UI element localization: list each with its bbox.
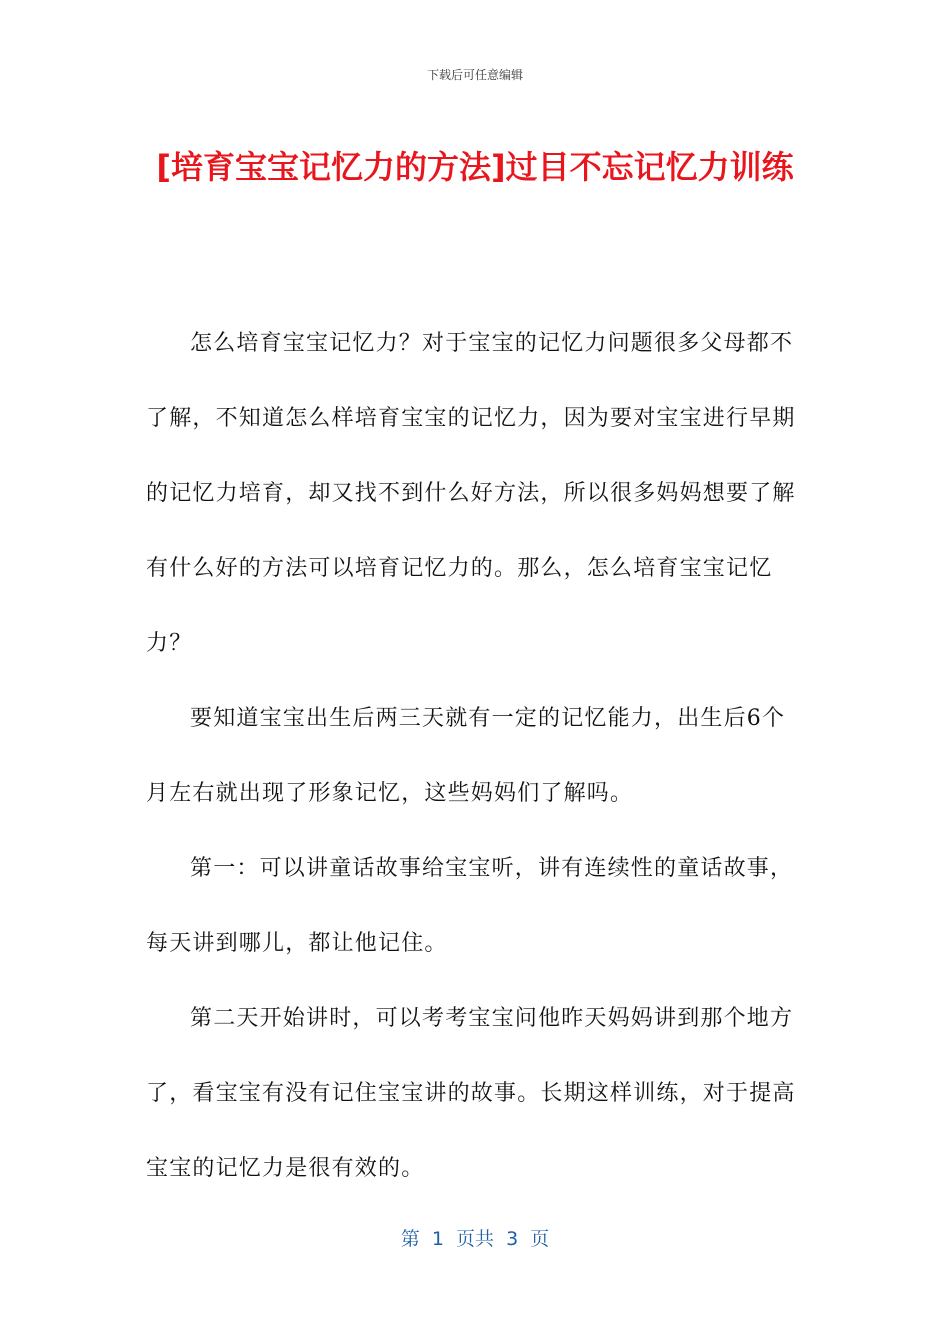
document-body <box>146 306 806 1206</box>
page-number: 第 1 页共 3 页 <box>400 1228 550 1250</box>
paragraph-1: 怎么培育宝宝记忆力？对于宝宝的记忆力问题很多父母都不了解，不知道怎么样培育宝宝的记忆力，因为要对宝宝进行早期的记忆力培育，却又找不到什么好方法，所以很多妈妈想要了解有什么好的方法可以培育记忆力的。那么，怎么培育宝宝记忆力？ <box>146 331 796 656</box>
paragraph-2: 要知道宝宝出生后两三天就有一定的记忆能力，出生后6个月左右就出现了形象记忆，这些妈妈们了解吗。 <box>146 706 786 806</box>
header-note: 下载后可任意编辑 <box>426 68 523 82</box>
paragraph-3: 第一：可以讲童话故事给宝宝听，讲有连续性的童话故事，每天讲到哪儿，都让他记住。 <box>146 856 794 956</box>
document-title: [培育宝宝记忆力的方法]过目不忘记忆力训练 <box>156 148 794 186</box>
paragraph-4: 第二天开始讲时，可以考考宝宝问他昨天妈妈讲到那个地方了，看宝宝有没有记住宝宝讲的故事。长期这样训练，对于提高宝宝的记忆力是很有效的。 <box>146 1006 796 1181</box>
